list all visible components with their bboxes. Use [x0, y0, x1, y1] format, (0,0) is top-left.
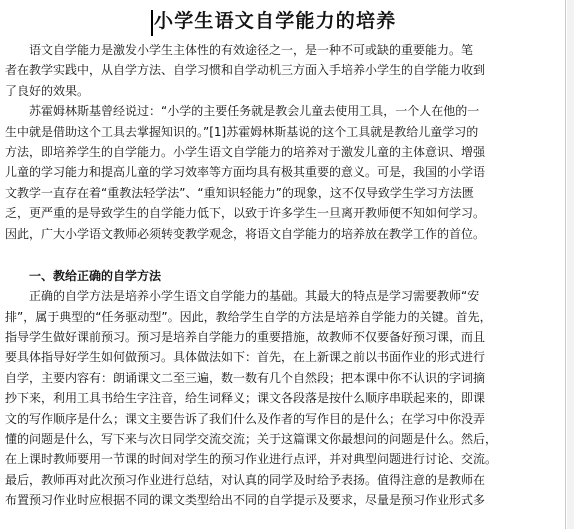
paragraph-line[interactable]: 指导学生做好课前预习。预习是培养自学能力的重要措施，故教师不仅要备好预习课，而且 — [5, 330, 486, 345]
paragraph-line[interactable]: 苏霍姆林斯基曾经说过：“小学的主要任务就是教会儿童去使用工具，一个人在他的一 — [5, 104, 480, 119]
section-heading[interactable]: 一、教给正确的自学方法 — [5, 268, 162, 283]
paragraph-line[interactable]: 文的写作顺序是什么；课文主要告诉了我们什么及作者的写作目的是什么；在学习中你没弄 — [5, 411, 486, 426]
paragraph-line[interactable]: 者在教学实践中，从自学方法、自学习惯和自学动机三方面入手培养小学生的自学能力收到 — [5, 63, 486, 78]
paragraph-line[interactable]: 布置预习作业时应根据不同的课文类型给出不同的自学提示及要求，尽量是预习作业形式多 — [5, 493, 486, 508]
paragraph-line[interactable]: 在上课时教师要用一节课的时间对学生的预习作业进行点评，并对典型问题进行讨论、交流。 — [5, 452, 498, 467]
paragraph-line[interactable]: 最后，教师再对此次预习作业进行总结，对认真的同学及时给予表扬。值得注意的是教师在 — [5, 472, 486, 487]
paragraph-line[interactable]: 方法，即培养学生的自学能力。小学生语文自学能力的培养对于激发儿童的主体意识、增强 — [5, 144, 486, 159]
paragraph-line[interactable]: 自学，主要内容有：朗诵课文二至三遍，数一数有几个自然段；把本课中你不认识的字词摘 — [5, 370, 486, 385]
paragraph-line[interactable]: 乏，更严重的是导致学生的自学能力低下，以致于许多学生一旦离开教师便不知如何学习。 — [5, 206, 486, 221]
paragraph-line[interactable]: 正确的自学方法是培养小学生语文自学能力的基础。其最大的特点是学习需要教师“安 — [5, 289, 480, 304]
scrollbar[interactable] — [567, 0, 574, 529]
blank-line — [5, 244, 561, 266]
paragraph-line[interactable]: 因此，广大小学语文教师必须转变教学观念，将语文自学能力的培养放在教学工作的首位。 — [5, 226, 486, 241]
paragraph-line[interactable]: 抄下来，利用工具书给生字注音，给生词释义；课文各段落是按什么顺序串联起来的，即课 — [5, 391, 486, 406]
paragraph-line[interactable]: 生中就是借助这个工具去掌握知识的。”[1]苏霍姆林斯基说的这个工具就是教给儿童学习的 — [5, 124, 479, 139]
paragraph-line[interactable]: 文教学一直存在着“重教法轻学法”、“重知识轻能力”的现象，这不仅导致学生学习方法匮 — [5, 185, 474, 200]
document-title[interactable]: 小学生语文自学能力的培养 — [154, 10, 397, 32]
document-body[interactable] — [5, 40, 561, 511]
paragraph-line[interactable]: 要具体指导好学生如何做预习。具体做法如下：首先，在上新课之前以书面作业的形式进行 — [5, 350, 486, 365]
paragraph-line[interactable]: 了良好的效果。 — [5, 83, 90, 98]
paragraph-line[interactable]: 儿童的学习能力和提高儿童的学习效率等方面均具有极其重要的意义。可是，我国的小学语 — [5, 165, 486, 180]
paragraph-line[interactable]: 语文自学能力是激发小学生主体性的有效途径之一，是一种不可或缺的重要能力。笔 — [5, 43, 474, 57]
paragraph-line[interactable]: 懂的问题是什么，写下来与次日同学交流交流；关于这篇课文你最想问的问题是什么。然后， — [5, 432, 498, 447]
paragraph-line[interactable]: 排”，属于典型的“任务驱动型”。因此，教给学生自学的方法是培养自学能力的关键。首先， — [5, 309, 492, 324]
text-cursor — [151, 10, 153, 36]
